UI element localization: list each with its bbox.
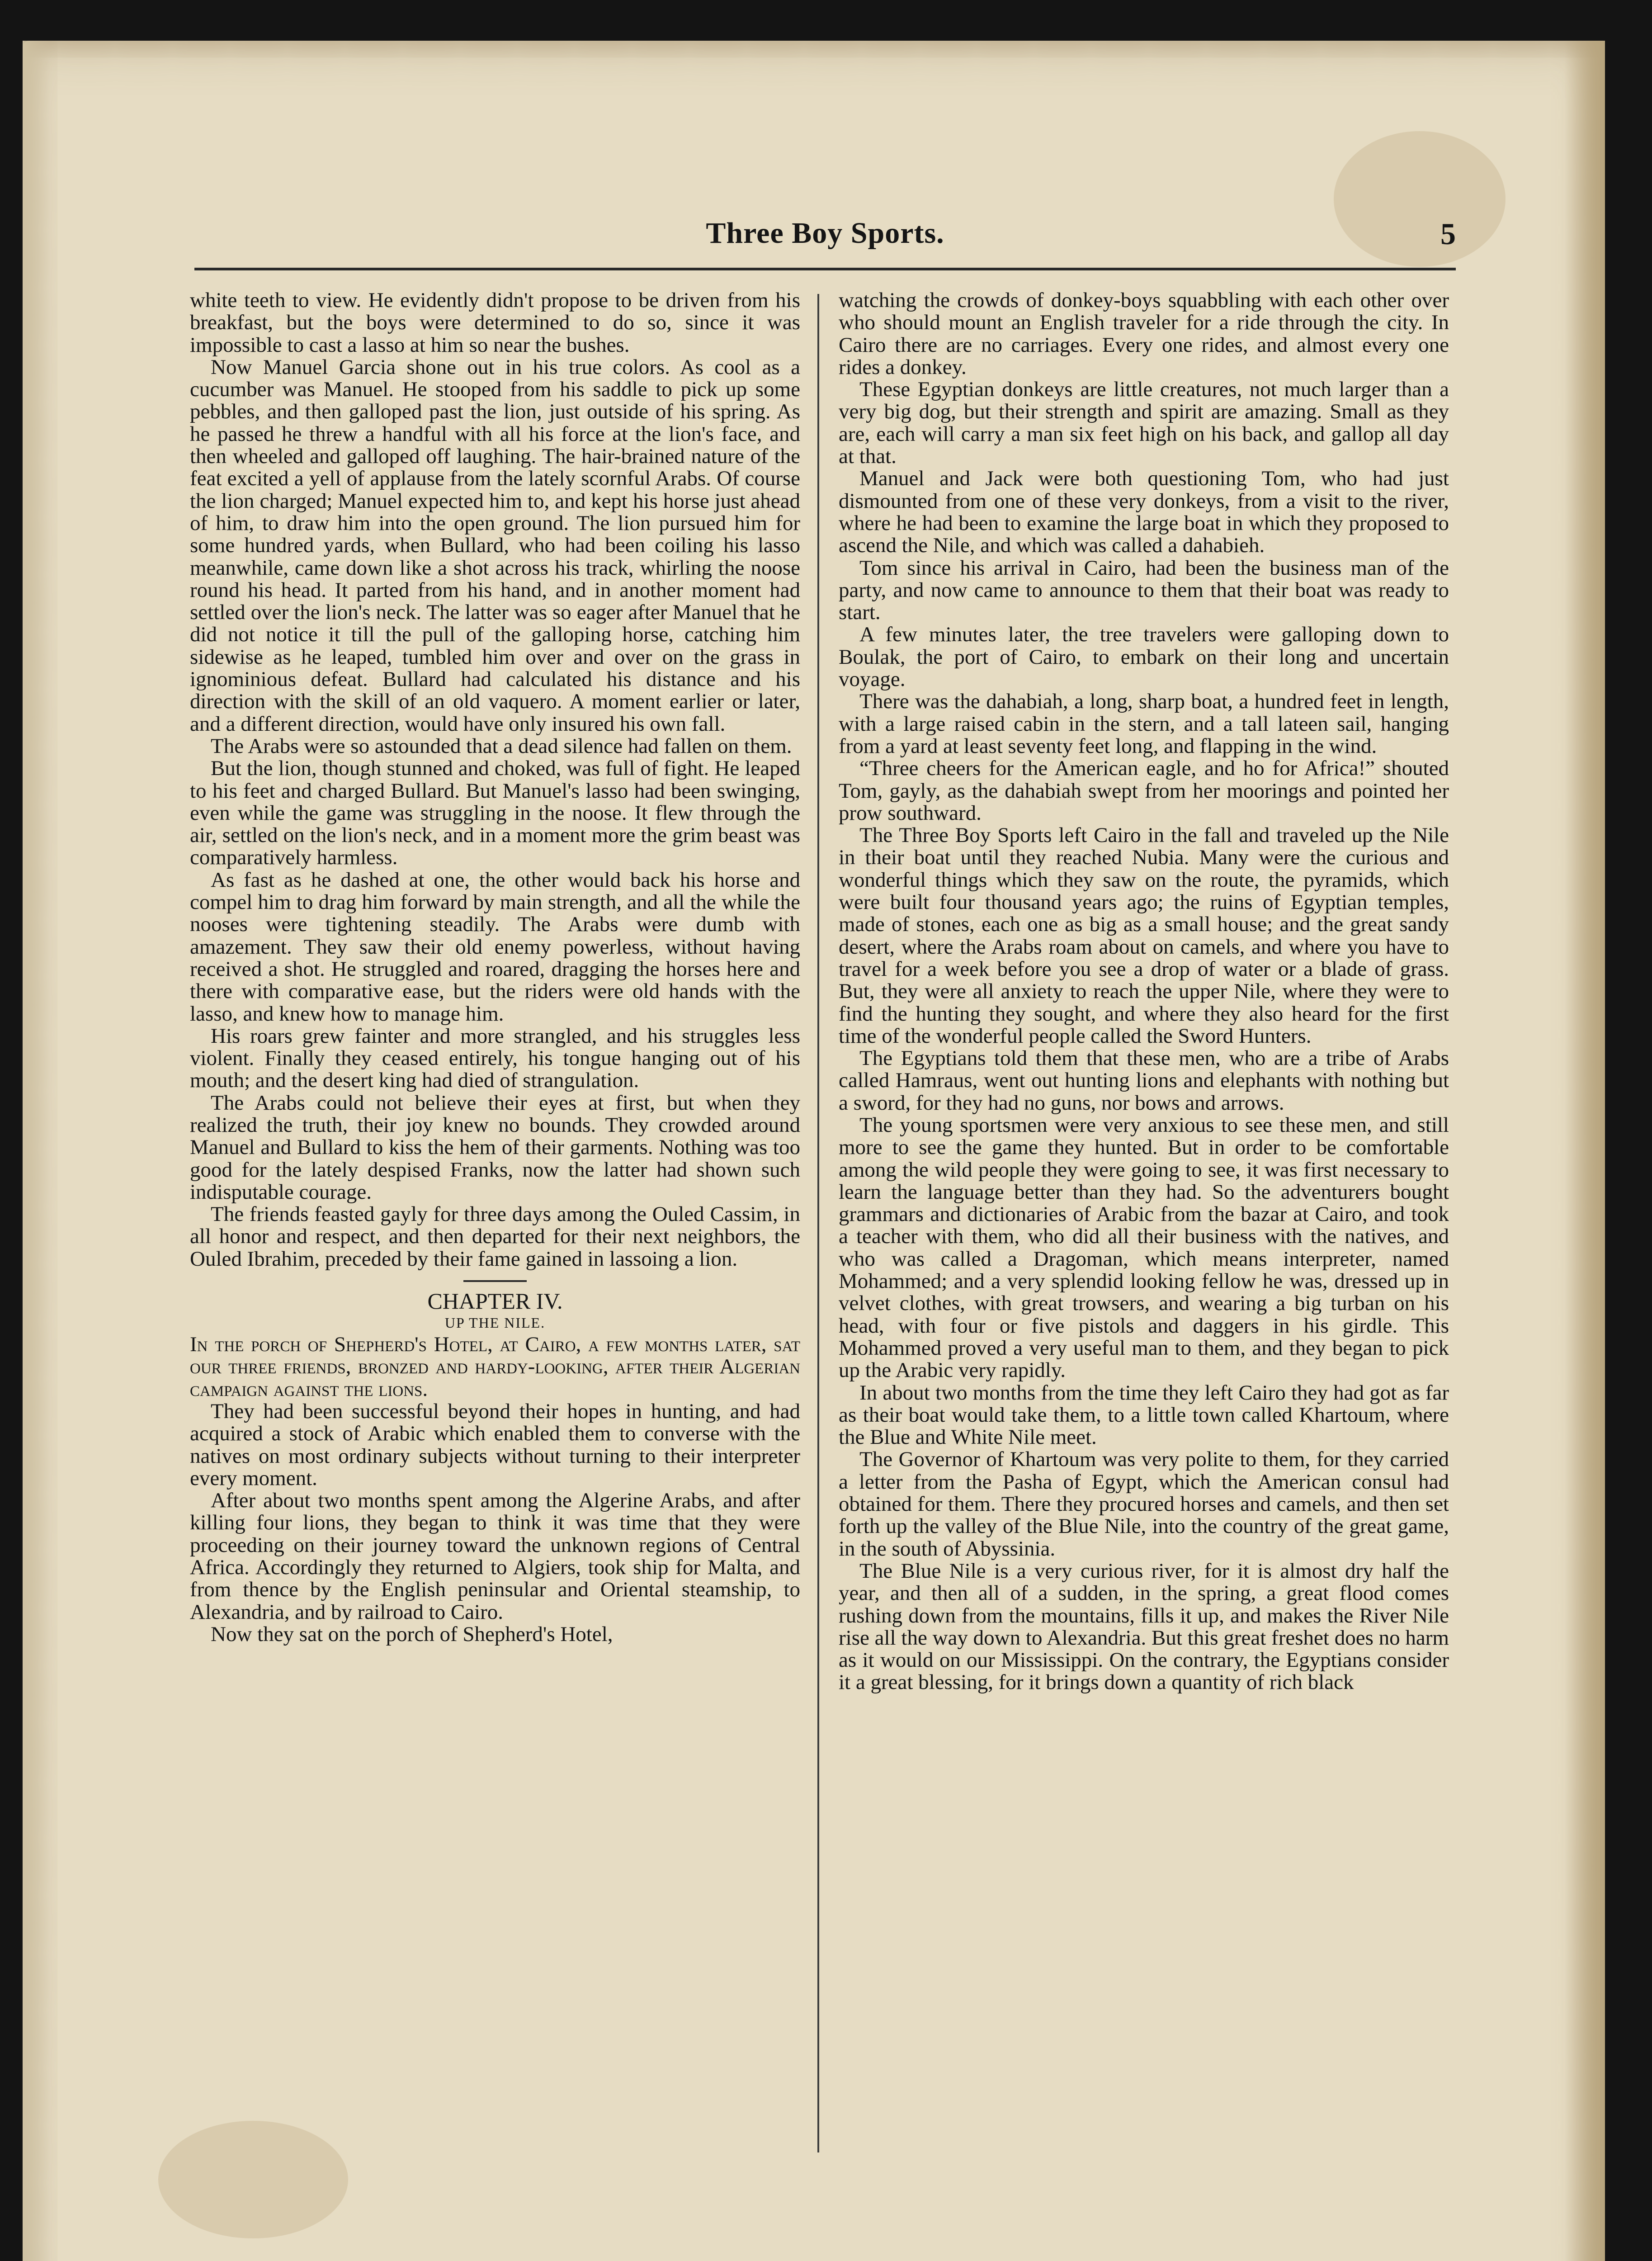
chapter-opening-paragraph: In the porch of Shepherd's Hotel, at Cairo, a few months later, sat our three friends, bronzed and hardy-looking, after their Algerian campaign against the lions. (190, 1333, 800, 1401)
paragraph: watching the crowds of donkey-boys squabbling with each other over who should mount an English traveler for a ride through the city. In Cairo there are no carriages. Every one rides, and almost every one rides a donkey. (839, 289, 1449, 379)
paragraph: The Arabs could not believe their eyes at first, but when they realized the truth, their joy knew no bounds. They crowded around Manuel and Bullard to kiss the hem of their garments. Nothing was too good for the lately despised Franks, now the latter had shown such indisputable courage. (190, 1091, 800, 1204)
paragraph: Manuel and Jack were both questioning Tom, who had just dismounted from one of these very donkeys, from a visit to the river, where he had been to examine the large boat in which they proposed to ascend the Nile, and which was called a dahabieh. (839, 467, 1449, 558)
chapter-subtitle: UP THE NILE. (444, 1315, 546, 1331)
column-divider (817, 294, 819, 2152)
paragraph: His roars grew fainter and more strangled, and his struggles less violent. Finally they ceased entirely, his tongue hanging out of his mouth; and the desert king had died of strangulation. (190, 1024, 800, 1093)
chapter-title: CHAPTER IV. (427, 1288, 563, 1314)
paragraph: In about two months from the time they left Cairo they had got as far as their boat would take them, to a little town called Khartoum, where the Blue and White Nile meet. (839, 1381, 1449, 1449)
paragraph: Now Manuel Garcia shone out in his true colors. As cool as a cucumber was Manuel. He stooped from his saddle to pick up some pebbles, and then galloped past the lion, just outside of his spring. As he passed he threw a handful with all his force at the lion's face, and then wheeled and galloped off laughing. The hair-brained nature of the feat excited a yell of applause from the lately scornful Arabs. Of course the lion charged; Manuel expected him to, and kept his horse just ahead of him, to draw him into the open ground. The lion pursued him for some hundred yards, when Bullard, who had been coiling his lasso meanwhile, came down like a shot across his track, whirling the noose round his head. It parted from his hand, and in another moment had settled over the lion's neck. The latter was so eager after Manuel that he did not notice it till the pull of the galloping horse, catching him sidewise as he leaped, tumbled him over and over on the grass in ignominious defeat. Bullard had calculated his distance and his direction with the skill of an old vaquero. A moment earlier or later, and a different direction, would have only insured his own fall. (190, 355, 800, 736)
chapter-rule (463, 1280, 527, 1282)
right-column (839, 289, 1449, 2162)
paragraph: Tom since his arrival in Cairo, had been the business man of the party, and now came to announce to them that their boat was ready to start. (839, 556, 1449, 624)
paragraph: The Governor of Khartoum was very polite to them, for they carried a letter from the Pasha of Egypt, which the American consul had obtained for them. There they procured horses and camels, and then set forth up the valley of the Blue Nile, into the country of the great game, in the south of Abyssinia. (839, 1447, 1449, 1561)
paragraph: “Three cheers for the American eagle, and ho for Africa!” shouted Tom, gayly, as the dahabiah swept from her moorings and pointed her prow southward. (839, 757, 1449, 825)
page-left-edge (23, 41, 50, 2261)
running-head-title: Three Boy Sports. (706, 217, 944, 250)
paragraph: These Egyptian donkeys are little creatures, not much larger than a very big dog, but their strength and spirit are amazing. Small as they are, each will carry a man six feet high on his back, and gallop all day at that. (839, 378, 1449, 468)
paragraph: They had been successful beyond their hopes in hunting, and had acquired a stock of Arabic which enabled them to converse with the natives on most ordinary subjects without turning to their interpreter every moment. (190, 1399, 800, 1490)
paragraph: But the lion, though stunned and choked, was full of fight. He leaped to his feet and charged Bullard. But Manuel's lasso had been swinging, even while the game was struggling in the noose. It flew through the air, settled on the lion's neck, and in a moment more the grim beast was comparatively harmless. (190, 757, 800, 870)
paragraph: After about two months spent among the Algerine Arabs, and after killing four lions, they began to think it was time that they were proceeding on their journey toward the unknown regions of Central Africa. Accordingly they returned to Algiers, took ship for Malta, and from thence by the English peninsular and Oriental steamship, to Alexandria, and by railroad to Cairo. (190, 1489, 800, 1624)
paragraph: The Arabs were so astounded that a dead silence had fallen on them. (211, 734, 792, 758)
paragraph: The friends feasted gayly for three days among the Ouled Cassim, in all honor and respect, and then departed for their next neighbors, the Ouled Ibrahim, preceded by their fame gained in lassoing a lion. (190, 1202, 800, 1271)
paragraph: As fast as he dashed at one, the other would back his horse and compel him to drag him forward by main strength, and all the while the nooses were tightening steadily. The Arabs were dumb with amazement. They saw their old enemy powerless, without having received a shot. He struggled and roared, dragging the horses here and there with comparative ease, but the riders were old hands with the lasso, and knew how to manage him. (190, 868, 800, 1026)
paragraph: Now they sat on the porch of Shepherd's Hotel, (211, 1622, 613, 1646)
header-rule (194, 268, 1456, 270)
paragraph: The Egyptians told them that these men, who are a tribe of Arabs called Hamraus, went out hunting lions and elephants with nothing but a sword, for they had no guns, nor bows and arrows. (839, 1046, 1449, 1115)
page-right-shadow (1564, 41, 1605, 2261)
paragraph: A few minutes later, the tree travelers were galloping down to Boulak, the port of Cairo, to embark on their long and uncertain voyage. (839, 623, 1449, 691)
paragraph: white teeth to view. He evidently didn't propose to be driven from his breakfast, but the boys were determined to do so, since it was impossible to cast a lasso at him so near the bushes. (190, 289, 800, 357)
page-number: 5 (1440, 217, 1456, 251)
paragraph: The Blue Nile is a very curious river, for it is almost dry half the year, and then all of a sudden, in the spring, a great flood comes rushing down from the mountains, fills it up, and makes the River Nile rise all the way down to Alexandria. But this great freshet does no harm as it would on our Mississippi. On the contrary, the Egyptians consider it a great blessing, for it brings down a quantity of rich black (839, 1559, 1449, 1694)
left-column (190, 289, 800, 2162)
running-header (194, 216, 1456, 266)
paragraph: The young sportsmen were very anxious to see these men, and still more to see the game they hunted. But in order to be comfortable among the wild people they were going to see, it was first necessary to learn the language better than they had. So the adventurers bought grammars and dictionaries of Arabic from the bazar at Cairo, and took a teacher with them, who did all their business with the natives, and who was called a Dragoman, which means interpreter, named Mohammed; and a very splendid looking fellow he was, dressed up in velvet clothes, with great trowsers, and wearing a big turban on his head, with four or five pistols and daggers in his girdle. This Mohammed proved a very useful man to them, and they began to pick up the Arabic very rapidly. (839, 1113, 1449, 1382)
paragraph: The Three Boy Sports left Cairo in the fall and traveled up the Nile in their boat until they reached Nubia. Many were the curious and wonderful things which they saw on the route, the pyramids, which were built four thousand years ago; the ruins of Egyptian temples, made of stones, each one as big as a small house; and the great sandy desert, where the Arabs roam about on camels, and where you have to travel for a week before you see a drop of water or a blade of grass. But, they were all anxiety to reach the upper Nile, where they were to find the hunting they sought, and where they also heard for the first time of the wonderful people called the Sword Hunters. (839, 823, 1449, 1048)
paragraph: There was the dahabiah, a long, sharp boat, a hundred feet in length, with a large raised cabin in the stern, and a tall lateen sail, hanging from a yard at least seventy feet long, and flapping in the wind. (839, 690, 1449, 758)
